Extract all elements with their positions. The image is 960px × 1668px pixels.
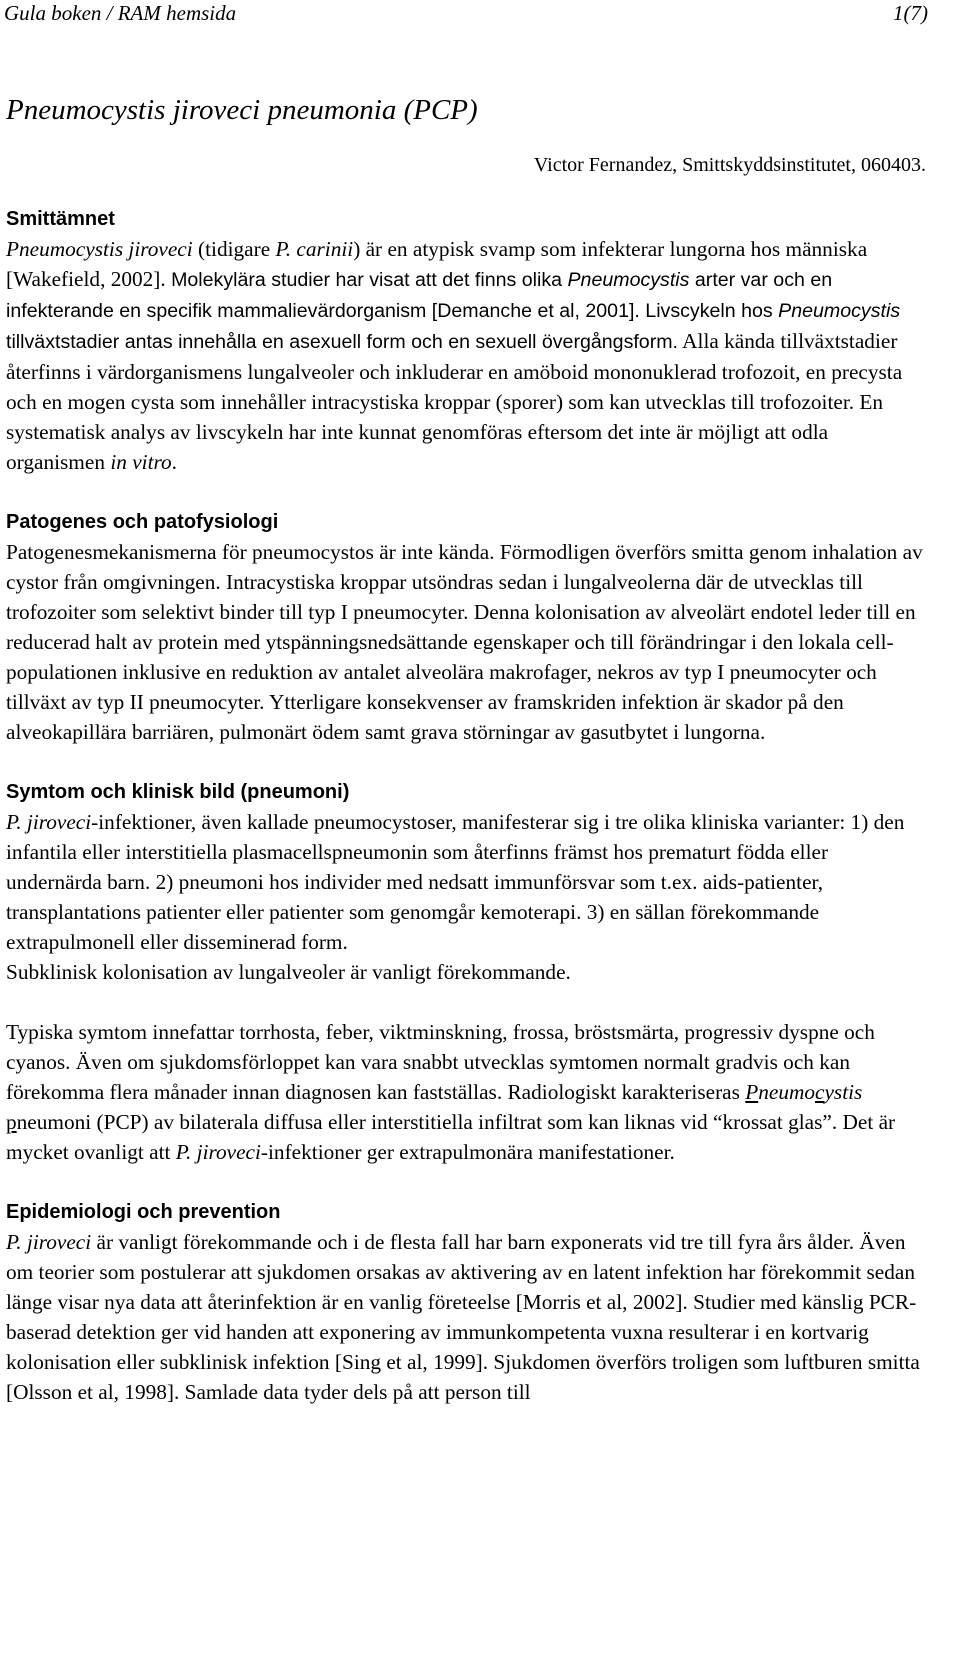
text-span: P. jiroveci <box>175 1140 261 1164</box>
text-span: P. carinii <box>275 237 354 261</box>
section-patogenes <box>6 507 928 747</box>
text-span: (tidigare <box>192 237 276 261</box>
section-symtom <box>6 777 928 1167</box>
text-span: Pneumocystis <box>778 300 901 322</box>
text-span: Typiska symtom innefattar torrhosta, feber, viktminskning, frossa, bröstsmärta, progressiv dyspne och cyanos. Även om sjukdomsförloppet kan vara snabbt utvecklas symtomen normalt gradvis och kan förekomma flera månader innan diagnosen kan fastställas. Radiologiskt karakteriseras <box>6 1020 875 1104</box>
text-span: är vanligt förekommande och i de flesta fall har barn exponerats vid tre till fyra års ålder. Även om teorier som postulerar att sjukdomen orsakas av aktivering av en latent infektion har förekommit sedan länge visar nya data att återinfektion är en vanlig företeelse [Morris et al, 2002]. Studier med känslig PCR-baserad detektion ger vid handen att exponering av immunkompetenta vuxna resulterar i en kortvarig kolonisation eller subklinisk infektion [Sing et al, 1999]. Sjukdomen överförs troligen som luftburen smitta [Olsson et al, 1998]. Samlade data tyder dels på att person till <box>6 1230 920 1404</box>
text-span: P <box>745 1080 759 1104</box>
paragraph-smittamnet <box>6 234 928 477</box>
text-span: Alla kända tillväxtstadier återfinns i värdorganismens lungalveoler och inkluderar en amöboid mononuklerad trofozoit, en precysta och en mogen cysta som innehåller intracystiska kroppar (sporer) som kan utvecklas till trofozoiter. <box>6 329 903 414</box>
heading-smittamnet: Smittämnet <box>6 208 115 230</box>
text-span: En systematisk analys av livscykeln har inte kunnat genomföras eftersom det inte är möjligt att odla organismen <box>6 390 884 474</box>
page-number: 1(7) <box>893 1 928 25</box>
paragraph-epidemiologi <box>6 1227 928 1407</box>
text-span: -infektioner, även kallade pneumocystoser, manifesterar sig i tre olika kliniska varianter: 1) den infantila eller interstitiella plasmacellspneumonin som återfinns främst hos prematurt födda eller undernärda barn. 2) pneumoni hos individer med nedsatt immunförsvar som t.ex. aids-patienter, transplantations patienter eller patienter som genomgår kemoterapi. 3) en sällan förekommande extrapulmonell eller disseminerad form. <box>6 810 905 954</box>
text-span: Patogenesmekanismerna för pneumocystos är inte kända. <box>6 540 495 564</box>
text-span: P. jiroveci <box>6 1230 92 1254</box>
text-span: Pneumocystis jiroveci <box>6 237 193 261</box>
text-span: arter var och en infekterande en specifik mammalievärdorganism [Demanche et al, 2001]. Livscykeln hos <box>6 269 833 322</box>
section-smittamnet <box>6 204 928 477</box>
text-span: neumo <box>758 1080 816 1104</box>
heading-epidemiologi: Epidemiologi och prevention <box>6 1201 281 1223</box>
text-span: c <box>815 1080 825 1104</box>
document-title: Pneumocystis jiroveci pneumonia (PCP) <box>6 94 478 126</box>
text-span: tillväxtstadier antas innehålla en asexuell form och en sexuell övergångsform. <box>6 331 678 353</box>
text-span: in vitro <box>110 450 172 474</box>
text-span: ystis <box>824 1080 863 1104</box>
text-span: Förmodligen överförs smitta genom inhalation av cystor från omgivningen. Intracystiska kroppar utsöndras sedan i lungalveolerna där de utvecklas till trofozoiter som selektivt binder till typ I pneumocyter. Denna kolonisation av alveolärt endotel leder till en reducerad halt av protein med ytspänningsnedsättande egenskaper och till förändringar i den lokala cell-populationen inklusive en reduktion av antalet alveolära makrofager, nekros av typ I pneumocyter och tillväxt av typ II pneumocyter. Ytterligare konsekvenser av framskriden infektion är skador på den alveokapillära barriären, pulmonärt ödem samt grava störningar av gasutbytet i lungorna. <box>6 540 923 744</box>
text-span: P. jiroveci <box>6 810 92 834</box>
paragraph-patogenes <box>6 537 928 747</box>
author-line: Victor Fernandez, Smittskyddsinstitutet, 060403. <box>533 154 926 176</box>
heading-patogenes: Patogenes och patofysiologi <box>6 511 279 533</box>
paragraph-symtom-1 <box>6 807 928 957</box>
page-header <box>4 0 928 26</box>
section-epidemiologi <box>6 1197 928 1407</box>
text-span: p <box>6 1110 17 1134</box>
text-span: Pneumocystis <box>567 269 690 291</box>
text-span: . <box>171 450 177 474</box>
paragraph-symtom-2: Subklinisk kolonisation av lungalveoler är vanligt förekommande. <box>6 960 571 984</box>
text-span: ) är en atypisk svamp som infekterar lungorna hos människa [Wakefield, 2002]. <box>6 237 868 291</box>
header-source: Gula boken / RAM hemsida <box>4 1 237 25</box>
text-span: -infektioner ger extrapulmonära manifestationer. <box>260 1140 675 1164</box>
text-span: Molekylära studier har visat att det finns olika <box>171 269 568 291</box>
text-span: neumoni (PCP) av bilaterala diffusa eller interstitiella infiltrat som kan liknas vid “krossat glas”. Det är mycket ovanligt att <box>6 1110 896 1164</box>
heading-symtom: Symtom och klinisk bild (pneumoni) <box>6 781 350 803</box>
paragraph-symtom-3 <box>6 1017 928 1167</box>
